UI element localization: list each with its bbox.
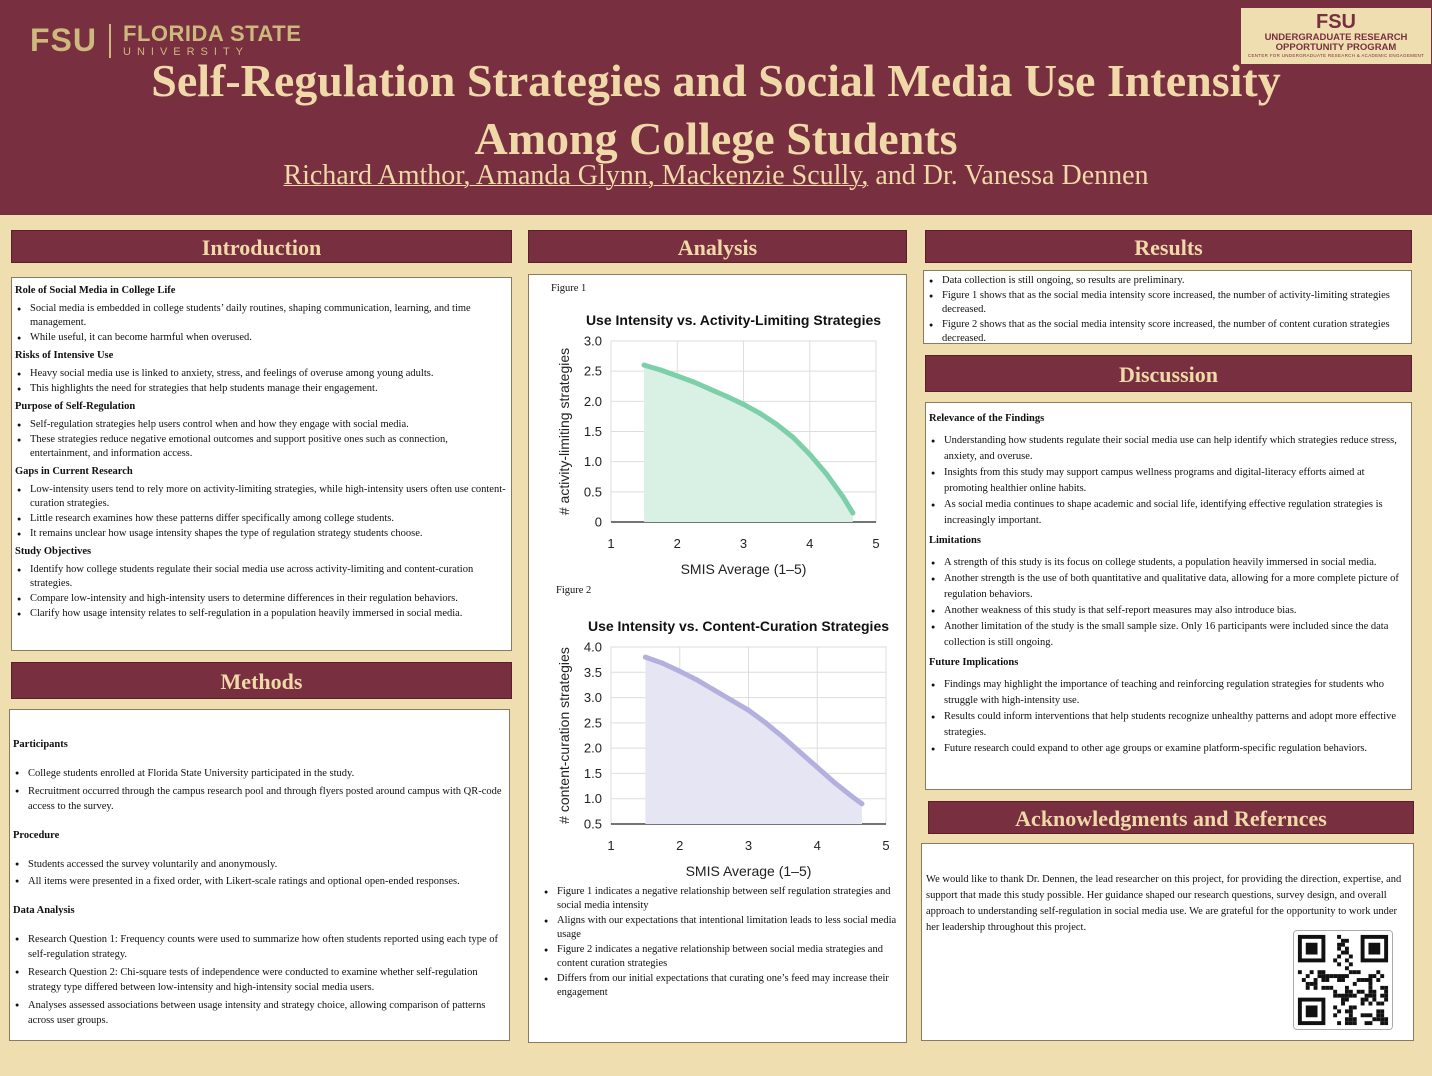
analysis-bullets: [542, 885, 908, 1004]
y-tick-label: 3.0: [583, 333, 602, 349]
x-tick-label: 4: [813, 838, 821, 853]
methods-heading: Methods: [11, 662, 512, 699]
authors-rest: and Dr. Vanessa Dennen: [868, 160, 1149, 191]
data-point: [658, 367, 663, 372]
section-subheading: Role of Social Media in College Life: [15, 285, 176, 296]
y-tick-label: 2.5: [583, 363, 602, 379]
data-point: [642, 363, 647, 368]
section-subheading: Purpose of Self-Regulation: [15, 401, 136, 412]
y-tick-label: 1.5: [583, 765, 602, 781]
x-tick-label: 2: [676, 838, 684, 853]
section-subheading: Gaps in Current Research: [15, 466, 133, 477]
bullet-item: ● Analyses assessed associations between usage intensity and strategy choice, allowing comparison of patterns across user groups.: [13, 998, 506, 1029]
x-tick-label: 5: [872, 536, 880, 551]
bullet-item: ● A strength of this study is its focus on college students, a population heavily immersed in social media.: [929, 555, 1408, 571]
section-subheading: Procedure: [13, 829, 60, 841]
bullet-item: ● Findings may highlight the importance of teaching and reinforcing regulation strategies for students who struggle with high-intensity use.: [929, 677, 1408, 709]
data-point: [691, 380, 696, 385]
bullet-list: [927, 274, 1408, 346]
poster-title-line2: Among College Students: [474, 113, 958, 164]
bullet-list: [542, 885, 908, 1000]
poster-authors: [0, 160, 1432, 192]
introduction-box: [11, 277, 512, 651]
y-tick-label: 2.0: [583, 393, 602, 409]
fsu-logo-name-line2: UNIVERSITY: [123, 46, 250, 58]
acknowledgments-text: We would like to thank Dr. Dennen, the lead researcher on this project, for providing the direction, expertise, and support that made this study possible. Her guidance shaped our research questions, survey design, and overall approach to understanding self-regulation in social media use. We are grateful for the opportunity to work under her leadership throughout this project.: [926, 874, 1402, 933]
x-axis-label: SMIS Average (1–5): [680, 561, 807, 577]
bullet-item: ● All items were presented in a fixed order, with Likert-scale ratings and optional open-ended responses.: [13, 874, 506, 890]
data-point: [758, 411, 763, 416]
fsu-logo-name-line1: FLORIDA STATE: [123, 21, 302, 46]
data-point: [849, 794, 854, 799]
bullet-item: ● Data collection is still ongoing, so results are preliminary.: [927, 274, 1408, 288]
data-point: [850, 510, 855, 515]
poster-title: [80, 52, 1352, 168]
bullet-item: ● Heavy social media use is linked to anxiety, stress, and feelings of overuse among young adults.: [15, 367, 508, 381]
bullet-list: [929, 677, 1408, 757]
poster-title-line1: Self-Regulation Strategies and Social Media Use Intensity: [151, 55, 1281, 106]
analysis-heading: Analysis: [528, 230, 907, 263]
bullet-item: ● Results could inform interventions that help students recognize unhealthy patterns and adopt more effective strategies.: [929, 709, 1408, 741]
bullet-item: ● Figure 2 indicates a negative relationship between social media strategies and content curation strategies: [542, 943, 908, 971]
y-tick-label: 3.5: [583, 664, 602, 680]
bullet-list: [15, 483, 508, 541]
bullet-list: [15, 367, 508, 396]
data-point: [832, 780, 837, 785]
chart-title: Use Intensity vs. Content-Curation Strategies: [587, 618, 890, 634]
y-tick-label: 0.5: [583, 484, 602, 500]
figure1-label: Figure 1: [551, 283, 587, 294]
bullet-item: ● Another weakness of this study is that self-report measures may also introduce bias.: [929, 603, 1408, 619]
bullet-item: ● Figure 1 shows that as the social media intensity score increased, the number of activity-limiting strategies decreased.: [927, 289, 1408, 317]
bullet-item: ● Social media is embedded in college students’ daily routines, shaping communication, learning, and time management.: [15, 302, 508, 330]
bullet-item: ● Self-regulation strategies help users control when and how they engage with social media.: [15, 418, 508, 432]
x-tick-label: 1: [607, 536, 615, 551]
bullet-item: ● Recruitment occurred through the campus research pool and through flyers posted around campus with QR-code access to the survey.: [13, 784, 506, 815]
data-point: [677, 669, 682, 674]
bullet-item: ● Understanding how students regulate their social media use can help identify which strategies reduce stress, anxiety, and overuse.: [929, 433, 1408, 465]
data-point: [675, 373, 680, 378]
y-tick-label: 3.0: [583, 690, 602, 706]
bullet-item: ● Compare low-intensity and high-intensity users to determine differences in their regulation behaviors.: [15, 592, 508, 606]
data-point: [729, 698, 734, 703]
y-tick-label: 4.0: [583, 639, 602, 655]
y-tick-label: 1.5: [583, 424, 602, 439]
data-point: [741, 402, 746, 407]
figure1-chart: [534, 303, 904, 583]
section-subheading: Limitations: [929, 535, 981, 546]
data-point: [840, 494, 845, 499]
x-tick-label: 4: [806, 536, 814, 551]
y-tick-label: 0: [594, 514, 602, 530]
y-axis-label: # activity-limiting strategies: [556, 347, 572, 516]
bullet-item: ● Clarify how usage intensity relates to self-regulation in a population heavily immersed in social media.: [15, 607, 508, 621]
section-subheading: Future Implications: [929, 657, 1019, 668]
data-point: [791, 435, 796, 440]
urop-logo-line1: UNDERGRADUATE RESEARCH: [1264, 32, 1408, 43]
data-point: [780, 735, 785, 740]
authors-underlined: Richard Amthor, Amanda Glynn, Mackenzie Scully,: [283, 160, 869, 191]
chart-title: Use Intensity vs. Activity-Limiting Strategies: [585, 312, 882, 328]
data-point: [763, 720, 768, 725]
bullet-item: ● While useful, it can become harmful when overused.: [15, 331, 508, 345]
y-tick-label: 2.5: [583, 715, 602, 731]
data-point: [746, 708, 751, 713]
bullet-item: ● Figure 2 shows that as the social media intensity score increased, the number of content curation strategies decreased.: [927, 318, 1408, 346]
bullet-item: ● Low-intensity users tend to rely more on activity-limiting strategies, while high-intensity users often use content-curation strategies.: [15, 483, 508, 511]
data-point: [859, 801, 864, 806]
section-subheading: Participants: [13, 739, 68, 750]
x-tick-label: 2: [673, 536, 681, 551]
bullet-item: ● Another limitation of the study is the small sample size. Only 16 participants were included since the data collection is still ongoing.: [929, 619, 1408, 651]
bullet-item: ● These strategies reduce negative emotional outcomes and support positive ones such as connection, entertainment, and information access.: [15, 433, 508, 461]
y-tick-label: 0.5: [583, 816, 602, 832]
x-tick-label: 1: [607, 838, 615, 853]
data-point: [694, 677, 699, 682]
bullet-list: [15, 563, 508, 621]
bullet-list: [13, 766, 506, 815]
bullet-list: [15, 418, 508, 461]
methods-box: [9, 709, 510, 1041]
bullet-item: ● Students accessed the survey voluntarily and anonymously.: [13, 857, 506, 873]
poster-header: [0, 0, 1432, 215]
qr-code[interactable]: [1293, 930, 1393, 1030]
bullet-item: ● Another strength is the use of both quantitative and qualitative data, allowing for a more complete picture of regulation behaviors.: [929, 571, 1408, 603]
urop-logo-line2: OPPORTUNITY PROGRAM: [1275, 42, 1397, 53]
data-point: [815, 765, 820, 770]
bullet-item: ● It remains unclear how usage intensity shapes the type of regulation strategy students choose.: [15, 527, 508, 541]
bullet-item: ● Identify how college students regulate their social media use across activity-limiting and content-curation strategies.: [15, 563, 508, 591]
data-point: [660, 661, 665, 666]
figure2-chart: [534, 608, 904, 880]
bullet-item: ● Figure 1 indicates a negative relationship between self regulation strategies and social media intensity: [542, 885, 908, 913]
acknowledgments-heading: Acknowledgments and Refernces: [928, 801, 1414, 834]
data-point: [708, 387, 713, 392]
bullet-list: [929, 433, 1408, 529]
bullet-item: ● Little research examines how these patterns differ specifically among college students.: [15, 512, 508, 526]
figure2-label: Figure 2: [556, 585, 592, 596]
data-point: [798, 750, 803, 755]
data-point: [774, 422, 779, 427]
fsu-logo-mark: FSU: [30, 22, 97, 58]
discussion-heading: Discussion: [925, 355, 1412, 392]
introduction-heading: Introduction: [11, 230, 512, 263]
data-point: [724, 394, 729, 399]
urop-logo-mark: FSU: [1316, 11, 1356, 33]
data-point: [824, 471, 829, 476]
bullet-item: ● Aligns with our expectations that intentional limitation leads to less social media usage: [542, 914, 908, 942]
y-tick-label: 1.0: [583, 791, 602, 807]
results-heading: Results: [925, 230, 1412, 263]
results-box: [923, 270, 1412, 344]
data-point: [643, 655, 648, 660]
y-tick-label: 1.0: [583, 454, 602, 470]
y-axis-label: # content-curation strategies: [556, 647, 572, 824]
bullet-item: ● As social media continues to shape academic and social life, identifying effective regulation strategies is increasingly important.: [929, 497, 1408, 529]
y-tick-label: 2.0: [583, 740, 602, 756]
data-point: [807, 452, 812, 457]
section-subheading: Study Objectives: [15, 546, 92, 557]
bullet-list: [13, 932, 506, 1029]
bullet-list: [13, 857, 506, 890]
x-tick-label: 5: [882, 838, 890, 853]
bullet-item: ● This highlights the need for strategies that help students manage their engagement.: [15, 382, 508, 396]
discussion-box: [925, 402, 1412, 790]
data-point: [712, 687, 717, 692]
bullet-item: ● Research Question 1: Frequency counts were used to summarize how often students reported using each type of self-regulation strategy.: [13, 932, 506, 963]
x-tick-label: 3: [739, 536, 748, 551]
bullet-item: ● Insights from this study may support campus wellness programs and digital-literacy efforts aimed at promoting healthier online habits.: [929, 465, 1408, 497]
section-subheading: Relevance of the Findings: [929, 413, 1045, 424]
x-tick-label: 3: [744, 838, 753, 853]
bullet-item: ● Differs from our initial expectations that curating one’s feed may increase their engagement: [542, 972, 908, 1000]
bullet-item: ● Future research could expand to other age groups or examine platform-specific regulation behaviors.: [929, 741, 1408, 757]
bullet-list: [929, 555, 1408, 651]
urop-logo-line3: CENTER FOR UNDERGRADUATE RESEARCH & ACADEMIC ENGAGEMENT: [1247, 53, 1425, 58]
section-subheading: Risks of Intensive Use: [15, 350, 114, 361]
bullet-list: [15, 302, 508, 345]
section-subheading: Data Analysis: [13, 904, 75, 916]
bullet-item: ● Research Question 2: Chi-square tests of independence were conducted to examine whether self-regulation strategy type differed between low-intensity and high-intensity social media users.: [13, 965, 506, 996]
bullet-item: ● College students enrolled at Florida State University participated in the study.: [13, 766, 506, 782]
x-axis-label: SMIS Average (1–5): [685, 863, 812, 879]
